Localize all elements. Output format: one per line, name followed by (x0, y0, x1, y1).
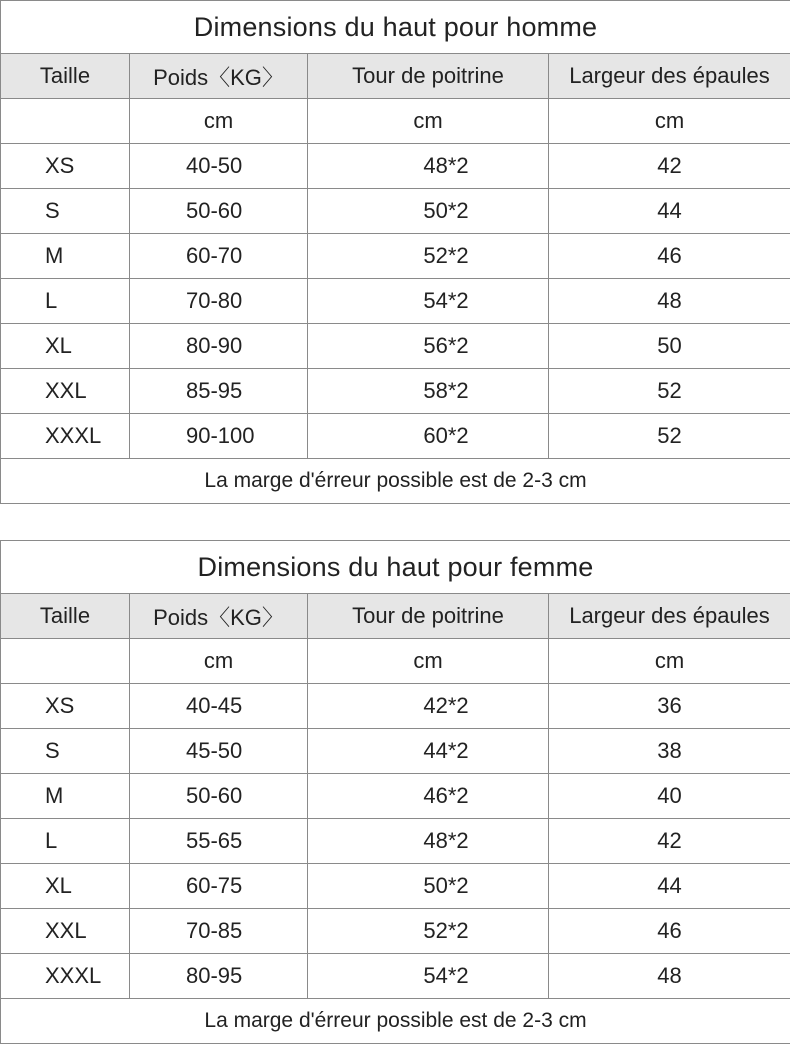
table-header-row (1, 594, 790, 639)
weight-cell: 45-50 (130, 729, 308, 774)
chest-cell: 50*2 (308, 189, 549, 234)
header-weight: Poids〈KG〉 (130, 594, 308, 639)
unit-chest: cm (308, 99, 549, 144)
shoulder-cell: 52 (549, 414, 790, 459)
header-chest: Tour de poitrine (308, 54, 549, 99)
table-row (1, 189, 790, 234)
chest-cell: 50*2 (308, 864, 549, 909)
table-row (1, 864, 790, 909)
weight-cell: 40-45 (130, 684, 308, 729)
unit-size (1, 99, 130, 144)
shoulder-cell: 52 (549, 369, 790, 414)
size-cell: XXXL (1, 954, 130, 999)
shoulder-cell: 44 (549, 189, 790, 234)
table-title: Dimensions du haut pour homme (1, 1, 790, 54)
table-title: Dimensions du haut pour femme (1, 541, 790, 594)
error-margin-note: La marge d'érreur possible est de 2-3 cm (1, 459, 790, 504)
chest-cell: 60*2 (308, 414, 549, 459)
size-cell: XXL (1, 369, 130, 414)
weight-cell: 50-60 (130, 774, 308, 819)
size-cell: M (1, 234, 130, 279)
chest-cell: 48*2 (308, 144, 549, 189)
weight-cell: 60-70 (130, 234, 308, 279)
weight-cell: 85-95 (130, 369, 308, 414)
table-title-row (1, 541, 790, 594)
size-cell: L (1, 279, 130, 324)
unit-shoulder: cm (549, 99, 790, 144)
chest-cell: 42*2 (308, 684, 549, 729)
unit-chest: cm (308, 639, 549, 684)
weight-cell: 80-95 (130, 954, 308, 999)
table-row (1, 414, 790, 459)
shoulder-cell: 48 (549, 279, 790, 324)
shoulder-cell: 50 (549, 324, 790, 369)
chest-cell: 54*2 (308, 279, 549, 324)
table-row (1, 774, 790, 819)
weight-cell: 70-85 (130, 909, 308, 954)
table-row (1, 954, 790, 999)
unit-weight: cm (130, 99, 308, 144)
size-cell: XXXL (1, 414, 130, 459)
weight-cell: 50-60 (130, 189, 308, 234)
size-cell: XXL (1, 909, 130, 954)
chest-cell: 44*2 (308, 729, 549, 774)
weight-cell: 55-65 (130, 819, 308, 864)
shoulder-cell: 46 (549, 909, 790, 954)
size-cell: S (1, 189, 130, 234)
chest-cell: 52*2 (308, 234, 549, 279)
weight-cell: 90-100 (130, 414, 308, 459)
size-cell: S (1, 729, 130, 774)
table-row (1, 729, 790, 774)
table-row (1, 369, 790, 414)
shoulder-cell: 48 (549, 954, 790, 999)
chest-cell: 56*2 (308, 324, 549, 369)
shoulder-cell: 46 (549, 234, 790, 279)
header-size: Taille (1, 594, 130, 639)
shoulder-cell: 38 (549, 729, 790, 774)
header-shoulder: Largeur des épaules (549, 54, 790, 99)
table-row (1, 279, 790, 324)
shoulder-cell: 44 (549, 864, 790, 909)
size-cell: XS (1, 144, 130, 189)
table-row (1, 684, 790, 729)
shoulder-cell: 36 (549, 684, 790, 729)
error-margin-note: La marge d'érreur possible est de 2-3 cm (1, 999, 790, 1044)
header-weight: Poids〈KG〉 (130, 54, 308, 99)
chest-cell: 46*2 (308, 774, 549, 819)
unit-row (1, 99, 790, 144)
women-size-table (0, 540, 790, 1044)
shoulder-cell: 42 (549, 819, 790, 864)
unit-shoulder: cm (549, 639, 790, 684)
size-cell: XL (1, 324, 130, 369)
note-row (1, 459, 790, 504)
header-chest: Tour de poitrine (308, 594, 549, 639)
chest-cell: 58*2 (308, 369, 549, 414)
size-cell: L (1, 819, 130, 864)
chest-cell: 48*2 (308, 819, 549, 864)
size-cell: XS (1, 684, 130, 729)
unit-row (1, 639, 790, 684)
table-header-row (1, 54, 790, 99)
shoulder-cell: 42 (549, 144, 790, 189)
table-row (1, 144, 790, 189)
table-row (1, 819, 790, 864)
note-row (1, 999, 790, 1044)
weight-cell: 40-50 (130, 144, 308, 189)
weight-cell: 60-75 (130, 864, 308, 909)
shoulder-cell: 40 (549, 774, 790, 819)
table-title-row (1, 1, 790, 54)
unit-weight: cm (130, 639, 308, 684)
weight-cell: 70-80 (130, 279, 308, 324)
men-size-table (0, 0, 790, 504)
header-shoulder: Largeur des épaules (549, 594, 790, 639)
header-size: Taille (1, 54, 130, 99)
unit-size (1, 639, 130, 684)
chest-cell: 52*2 (308, 909, 549, 954)
weight-cell: 80-90 (130, 324, 308, 369)
chest-cell: 54*2 (308, 954, 549, 999)
table-row (1, 324, 790, 369)
table-row (1, 234, 790, 279)
table-row (1, 909, 790, 954)
size-cell: XL (1, 864, 130, 909)
size-cell: M (1, 774, 130, 819)
